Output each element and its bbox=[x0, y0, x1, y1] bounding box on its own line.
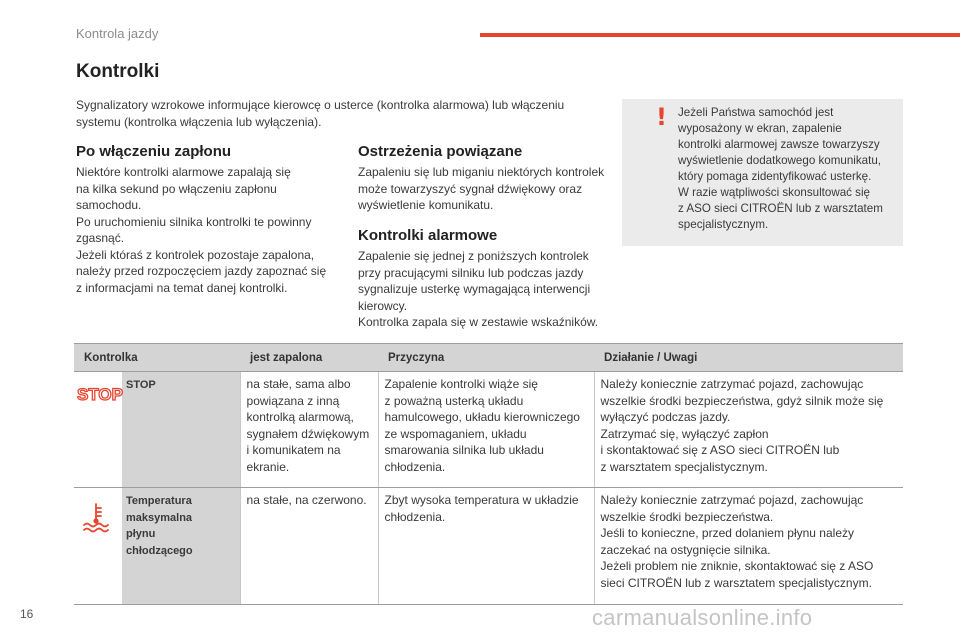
lit-condition: na stałe, sama albo powiązana z inną kontrolką alarmową, sygnałem dźwiękowym i komunikatem na ekranie. bbox=[240, 372, 378, 488]
table-row bbox=[74, 488, 903, 605]
heading-related-warnings: Ostrzeżenia powiązane bbox=[358, 143, 523, 160]
table-row bbox=[74, 372, 903, 488]
ignition-paragraph: Niektóre kontrolki alarmowe zapalają się na kilka sekund po włączeniu zapłonu samochodu. Po uruchomieniu silnika kontrolki te powinny zgasnąć. Jeżeli któraś z kontrolek pozostaje zapalona, należy przed rozpoczęciem jazdy zapoznać się z informacjami na temat danej kontrolki. bbox=[76, 165, 327, 295]
heading-alarm-lights: Kontrolki alarmowe bbox=[358, 227, 498, 244]
coolant-temperature-icon bbox=[74, 488, 122, 605]
lit-condition: na stałe, na czerwono. bbox=[240, 488, 378, 605]
action: Należy koniecznie zatrzymać pojazd, zachowując wszelkie środki bezpieczeństwa, gdyż silnik może się wyłączyć podczas jazdy. Zatrzymać się, wyłączyć zapłon i skontaktować się z ASO sieci CITROËN lub z warsztatem specjalistycznym. bbox=[594, 372, 903, 488]
exclamation-icon: ! bbox=[656, 103, 667, 131]
page-title: Kontrolki bbox=[76, 61, 160, 82]
svg-text:STOP: STOP bbox=[77, 385, 123, 404]
light-name: Temperatura maksymalna płynu chłodzącego bbox=[122, 488, 240, 605]
col-header-light: Kontrolka bbox=[74, 344, 240, 372]
col-header-lit: jest zapalona bbox=[240, 344, 378, 372]
action: Należy koniecznie zatrzymać pojazd, zachowując wszelkie środki bezpieczeństwa. Jeśli to konieczne, przed dolaniem płynu należy zaczekać na ostygnięcie silnika. Jeżeli problem nie zniknie, skontaktować się z ASO sieci CITROËN lub z warsztatem specjalistycznym. bbox=[594, 488, 903, 605]
section-header: Kontrola jazdy bbox=[76, 26, 159, 41]
intro-text: Sygnalizatory wzrokowe informujące kierowcę o usterce (kontrolka alarmowa) lub włączeniu systemu (kontrolka włączenia lub wyłączenia). bbox=[76, 98, 565, 129]
stop-warning-icon bbox=[74, 372, 122, 488]
table-header-row bbox=[74, 344, 903, 372]
header-accent-bar bbox=[480, 33, 960, 37]
page-number: 16 bbox=[20, 607, 34, 621]
related-warnings-paragraph: Zapaleniu się lub miganiu niektórych kontrolek może towarzyszyć sygnał dźwiękowy oraz wyświetlenie komunikatu. bbox=[358, 165, 605, 212]
light-name: STOP bbox=[122, 372, 240, 488]
warning-lights-table bbox=[74, 343, 903, 605]
warning-text: Jeżeli Państwa samochód jest wyposażony w ekran, zapalenie kontrolki alarmowej zawsze towarzyszy wyświetlenie dodatkowego komunikatu, który pomaga zidentyfikować usterkę. W razie wątpliwości skonsultować się z ASO sieci CITROËN lub z warsztatem specjalistycznym. bbox=[678, 106, 883, 231]
alarm-lights-paragraph: Zapalenie się jednej z poniższych kontrolek przy pracującymi silniku lub podczas jazdy sygnalizuje usterkę wymagającą interwencji kierowcy. Kontrolka zapala się w zestawie wskaźników. bbox=[358, 249, 599, 329]
watermark: carmanualsonline.info bbox=[592, 605, 813, 630]
cause: Zapalenie kontrolki wiąże się z poważną usterką układu hamulcowego, układu kierowniczego ze wspomaganiem, układu smarowania silnika lub układu chłodzenia. bbox=[378, 372, 594, 488]
cause: Zbyt wysoka temperatura w układzie chłodzenia. bbox=[378, 488, 594, 605]
heading-ignition: Po włączeniu zapłonu bbox=[76, 143, 232, 160]
col-header-cause: Przyczyna bbox=[378, 344, 594, 372]
col-header-action: Działanie / Uwagi bbox=[594, 344, 903, 372]
